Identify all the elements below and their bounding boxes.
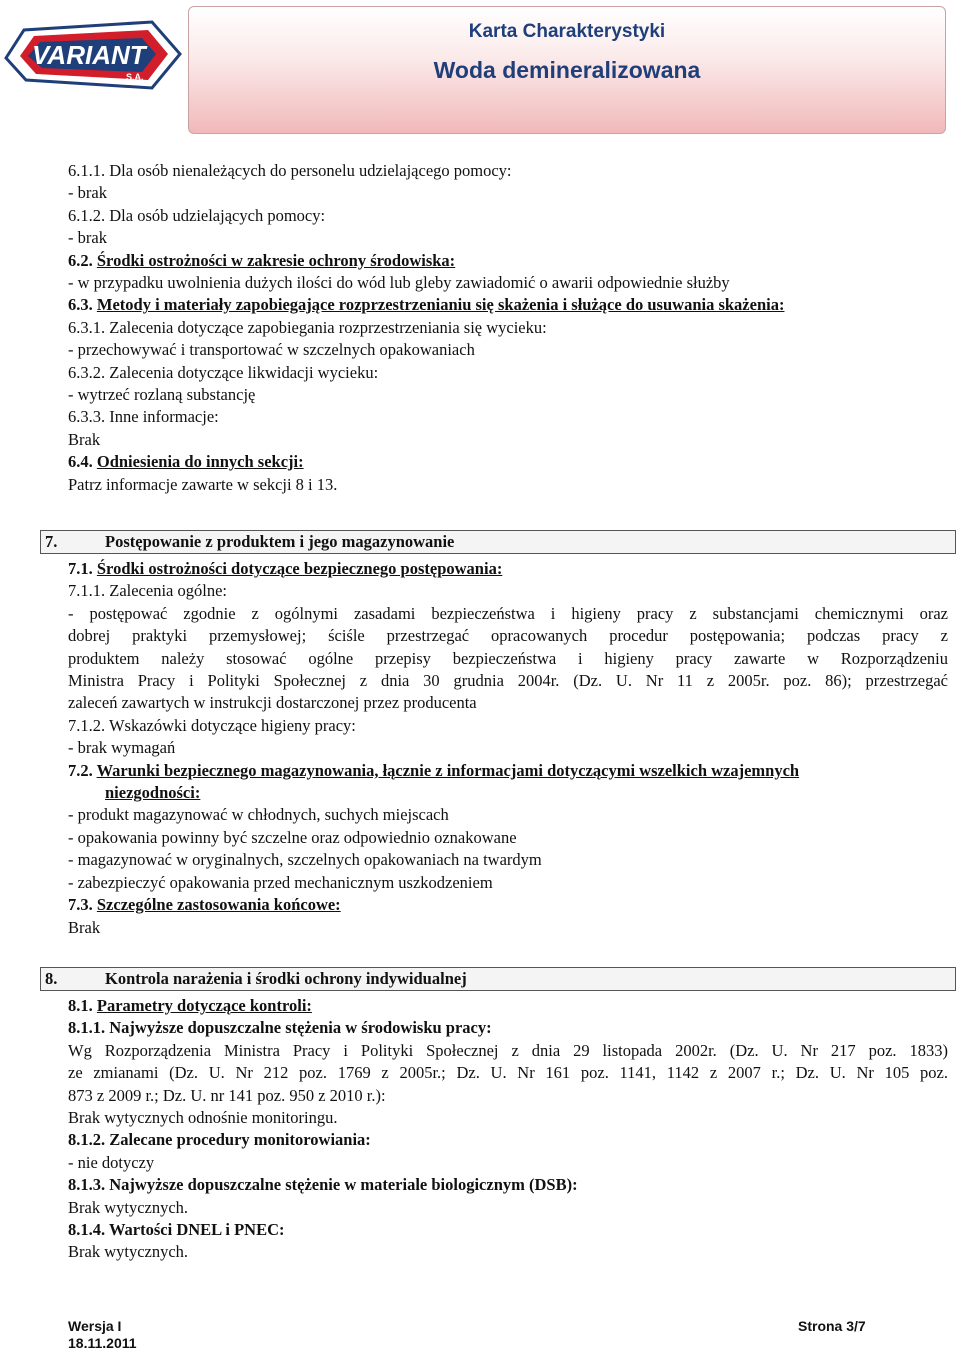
text-line: - opakowania powinny być szczelne oraz odpowiednio oznakowane	[68, 827, 517, 847]
section-8-content	[68, 995, 948, 1264]
subsection-heading-7-2-cont	[68, 782, 948, 804]
subsection-number: 6.2.	[68, 250, 93, 270]
text-line: 6.1.1. Dla osób nienależących do personelu udzielającego pomocy:	[68, 161, 512, 180]
paragraph-line: - postępować zgodnie z ogólnymi zasadami bezpieczeństwa i higieny pracy z substancjami chemicznymi oraz	[68, 603, 948, 623]
subsection-number: 6.4.	[68, 452, 93, 472]
subsection-title: Środki ostrożności dotyczące bezpiecznego postępowania:	[96, 559, 503, 578]
paragraph-line: 873 z 2009 r.; Dz. U. nr 141 poz. 950 z 2010 r.):	[68, 1085, 386, 1105]
paragraph-line: zaleceń zawartych w instrukcji dostarczonej przez producenta	[68, 693, 477, 713]
subsection-title: Szczególne zastosowania końcowe:	[96, 895, 341, 915]
document-header	[188, 6, 946, 134]
text-line: Brak	[68, 917, 101, 937]
text-line: 7.1.2. Wskazówki dotyczące higieny pracy:	[68, 715, 356, 735]
subsection-heading-6-3	[68, 294, 948, 316]
subsection-number: 7.3.	[68, 895, 93, 915]
logo-suffix: S.A.	[126, 72, 144, 82]
footer-version: Wersja I	[68, 1318, 122, 1334]
subsection-number: 6.3.	[68, 295, 93, 315]
subsection-title: Parametry dotyczące kontroli:	[96, 996, 312, 1015]
section-6-content	[68, 160, 948, 496]
subsection-heading-8-1-2: 8.1.2. Zalecane procedury monitorowiania:	[68, 1130, 371, 1150]
subsection-title: Środki ostrożności w zakresie ochrony środowiska:	[96, 250, 456, 270]
section-number: 7.	[45, 532, 58, 551]
text-line: - brak	[68, 228, 107, 248]
text-line: Brak	[68, 429, 101, 449]
subsection-heading-8-1-3: 8.1.3. Najwyższe dopuszczalne stężenie w materiale biologicznym (DSB):	[68, 1175, 578, 1195]
text-line: - nie dotyczy	[68, 1152, 155, 1172]
company-logo	[2, 10, 186, 100]
section-title: Kontrola narażenia i środki ochrony indywidualnej	[105, 969, 467, 988]
subsection-heading-7-1	[68, 558, 948, 580]
subsection-heading-6-2	[68, 250, 948, 272]
text-line: 6.3.1. Zalecenia dotyczące zapobiegania rozprzestrzeniania się wycieku:	[68, 317, 547, 337]
paragraph-line: produktem należy stosować ogólne przepisy bezpieczeństwa i higieny pracy zawarte w Rozporządzeniu	[68, 648, 948, 668]
subsection-title: Odniesienia do innych sekcji:	[96, 452, 304, 472]
text-line: - przechowywać i transportować w szczelnych opakowaniach	[68, 340, 475, 360]
section-7-heading	[40, 530, 956, 554]
text-line: - brak	[68, 183, 107, 203]
footer-page-number: Strona 3/7	[798, 1318, 866, 1334]
section-number: 8.	[45, 969, 58, 988]
text-line: Brak wytycznych.	[68, 1242, 189, 1262]
subsection-heading-8-1-1: 8.1.1. Najwyższe dopuszczalne stężenia w środowisku pracy:	[68, 1018, 492, 1038]
paragraph-line: Ministra Pracy i Polityki Społecznej z dnia 30 grudnia 2004r. (Dz. U. Nr 11 z 2005r. poz. 86); przestrzegać	[68, 671, 948, 691]
subsection-number: 8.1.	[68, 996, 93, 1015]
subsection-heading-7-2	[68, 760, 948, 782]
text-line: - wytrzeć rozlaną substancję	[68, 385, 256, 405]
section-8-heading	[40, 967, 956, 991]
footer-date: 18.11.2011	[68, 1335, 137, 1351]
subsection-number: 7.1.	[68, 559, 93, 578]
text-line: 6.3.3. Inne informacje:	[68, 407, 219, 427]
paragraph-line: dobrej praktyki przemysłowej; ściśle przestrzegać opracowanych procedur postępowania; podczas pracy z	[68, 626, 948, 646]
text-line: - brak wymagań	[68, 738, 176, 758]
paragraph-line: ze zmianami (Dz. U. Nr 212 poz. 1769 z 2005r.; Dz. U. Nr 161 poz. 1141, 1142 z 2007 r.; Dz. U. Nr 105 poz.	[68, 1063, 948, 1083]
text-line: - w przypadku uwolnienia dużych ilości do wód lub gleby zawiadomić o awarii odpowiednie służby	[68, 273, 730, 293]
text-line: Brak wytycznych.	[68, 1197, 189, 1217]
subsection-title: Warunki bezpiecznego magazynowania, łącznie z informacjami dotyczącymi wszelkich wzajemnych	[96, 760, 800, 780]
text-line: 6.3.2. Zalecenia dotyczące likwidacji wycieku:	[68, 362, 379, 382]
text-line: - magazynować w oryginalnych, szczelnych opakowaniach na twardym	[68, 850, 542, 870]
text-line: 7.1.1. Zalecenia ogólne:	[68, 581, 227, 601]
section-7-content	[68, 558, 948, 939]
subsection-title-cont: niezgodności:	[105, 783, 201, 803]
text-line: 6.1.2. Dla osób udzielających pomocy:	[68, 205, 326, 225]
document-title: Karta Charakterystyki	[468, 21, 666, 42]
text-line: Patrz informacje zawarte w sekcji 8 i 13.	[68, 474, 338, 494]
text-line: Brak wytycznych odnośnie monitoringu.	[68, 1108, 338, 1128]
subsection-title: Metody i materiały zapobiegające rozprzestrzenianiu się skażenia i służące do usuwania skażenia:	[96, 295, 785, 315]
text-line: - zabezpieczyć opakowania przed mechanicznym uszkodzeniem	[68, 872, 493, 892]
subsection-number: 7.2.	[68, 760, 93, 780]
subsection-heading-8-1	[68, 995, 948, 1017]
section-title: Postępowanie z produktem i jego magazynowanie	[105, 532, 455, 551]
subsection-heading-6-4	[68, 451, 948, 473]
text-line: - produkt magazynować w chłodnych, suchych miejscach	[68, 805, 449, 825]
paragraph-line: Wg Rozporządzenia Ministra Pracy i Polityki Społecznej z dnia 29 listopada 2002r. (Dz. U. Nr 217 poz. 1833)	[68, 1040, 948, 1060]
product-name: Woda demineralizowana	[433, 57, 701, 83]
logo-wordmark: VARIANT	[32, 40, 146, 70]
subsection-heading-7-3	[68, 894, 948, 916]
subsection-heading-8-1-4: 8.1.4. Wartości DNEL i PNEC:	[68, 1220, 285, 1240]
